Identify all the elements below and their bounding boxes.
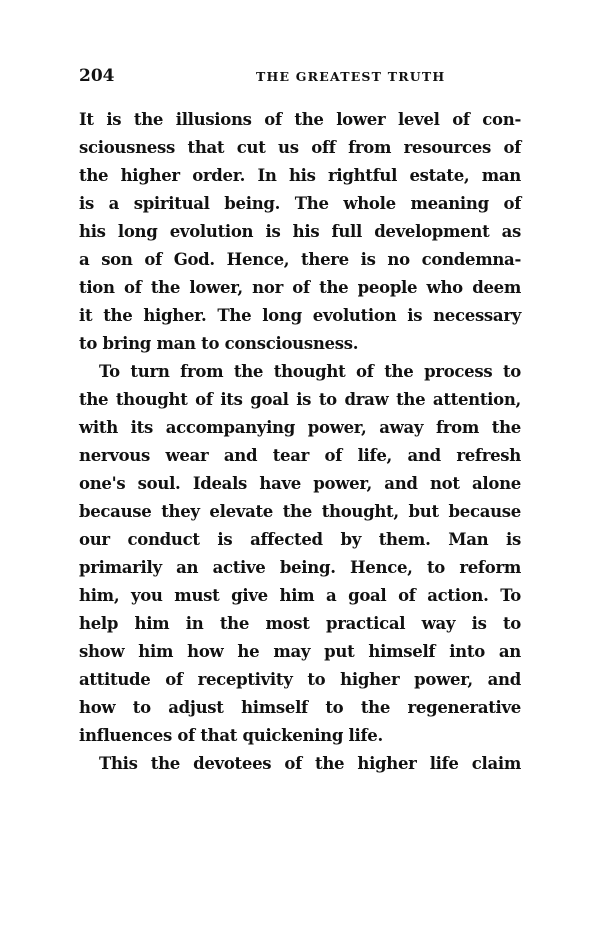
text-line: It is the illusions of the lower level of con- xyxy=(79,110,521,129)
text-line: This the devotees of the higher life claim xyxy=(99,754,521,773)
text-line: the higher order. In his rightful estate, man xyxy=(79,166,521,185)
paragraph xyxy=(79,106,521,358)
text-line: because they elevate the thought, but because xyxy=(79,502,521,521)
page-number: 204 xyxy=(79,66,115,86)
text-line: it the higher. The long evolution is necessary xyxy=(79,306,521,325)
text-line: attitude of receptivity to higher power, and xyxy=(79,670,521,689)
text-line: To turn from the thought of the process to xyxy=(99,362,521,381)
text-line: to bring man to consciousness. xyxy=(79,334,359,353)
text-line: his long evolution is his full development as xyxy=(79,222,521,241)
text-line: primarily an active being. Hence, to reform xyxy=(79,558,521,577)
text-line: show him how he may put himself into an xyxy=(79,642,521,661)
text-line: a son of God. Hence, there is no condemna- xyxy=(79,250,521,269)
running-header xyxy=(79,66,521,88)
page-body xyxy=(79,106,521,778)
text-line: him, you must give him a goal of action. To xyxy=(79,586,521,605)
text-line: with its accompanying power, away from the xyxy=(79,418,521,437)
text-line: sciousness that cut us off from resources of xyxy=(79,138,521,157)
paragraph xyxy=(79,750,521,778)
paragraph xyxy=(79,358,521,750)
text-line: how to adjust himself to the regenerative xyxy=(79,698,521,717)
text-line: is a spiritual being. The whole meaning of xyxy=(79,194,521,213)
text-line: help him in the most practical way is to xyxy=(79,614,521,633)
text-line: influences of that quickening life. xyxy=(79,726,383,745)
text-line: one's soul. Ideals have power, and not alone xyxy=(79,474,521,493)
text-line: nervous wear and tear of life, and refresh xyxy=(79,446,521,465)
text-line: tion of the lower, nor of the people who deem xyxy=(79,278,521,297)
text-line: the thought of its goal is to draw the attention, xyxy=(79,390,521,409)
text-line: our conduct is affected by them. Man is xyxy=(79,530,521,549)
running-title: THE GREATEST TRUTH xyxy=(256,69,446,84)
